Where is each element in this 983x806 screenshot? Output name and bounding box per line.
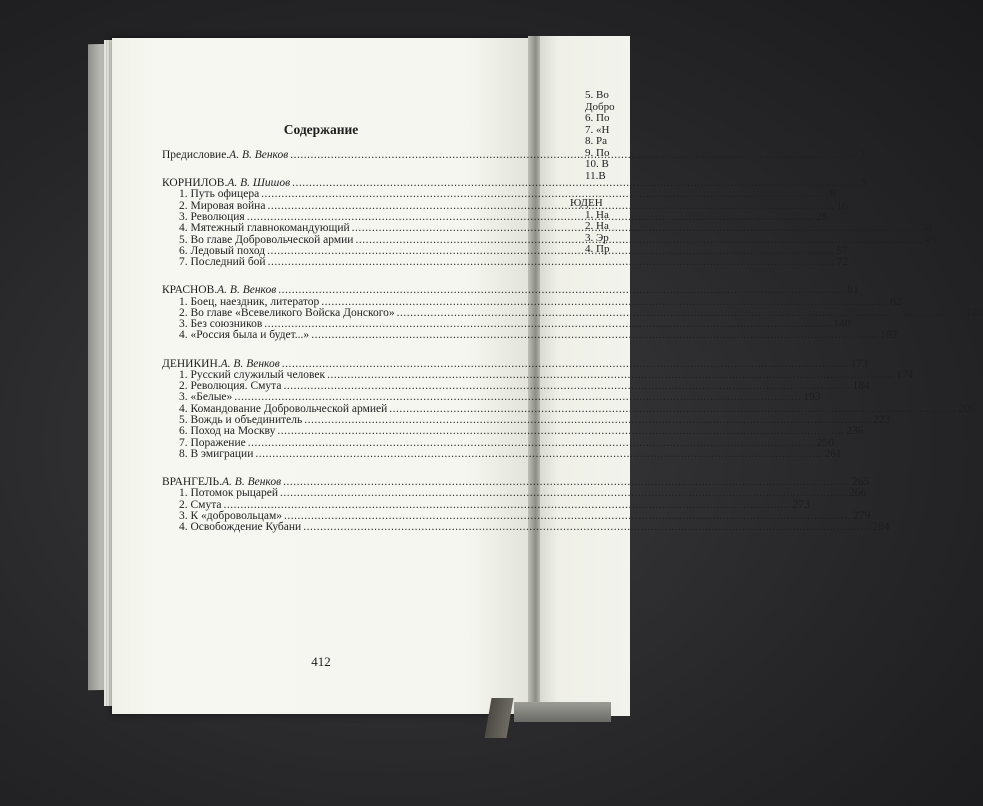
toc-page-number: 38 (920, 222, 933, 235)
toc-chapter-row (162, 329, 898, 342)
toc-chapter-row (162, 425, 864, 438)
toc-section-title: КОРНИЛОВ. (162, 177, 228, 190)
leader-dots (278, 285, 845, 296)
right-page-line: 8. Ра (585, 135, 607, 147)
toc-page-number: 266 (849, 487, 867, 500)
right-page-line: 2. На (585, 220, 609, 232)
toc-page-number: 16 (836, 199, 848, 212)
toc-chapter-title: 4. Освобождение Кубани (179, 521, 302, 534)
toc-chapter-title: 6. Поход на Москву (179, 425, 276, 438)
toc-section-title: КРАСНОВ. (162, 284, 218, 297)
right-page-line: 7. «Н (585, 123, 610, 136)
leader-dots (303, 522, 870, 533)
toc-section-author: А. В. Венков (220, 357, 280, 370)
toc-chapter-title: 7. Поражение (179, 436, 246, 449)
toc-chapter-title: 4. «Россия была и будет...» (179, 329, 310, 342)
leader-dots (255, 449, 822, 460)
toc-page-number: 261 (824, 447, 842, 460)
toc-title: Содержание (283, 122, 359, 137)
toc-section-title: ДЕНИКИН. (162, 357, 221, 370)
toc-page-number: 57 (836, 244, 848, 257)
leader-dots (311, 330, 878, 341)
toc-chapter-title: 4. Мятежный главнокомандующий (179, 222, 350, 235)
toc-chapter-row (162, 188, 836, 201)
page-number: 412 (311, 654, 331, 669)
leader-dots (280, 488, 847, 499)
right-page-line: 6. По (585, 112, 610, 124)
leader-dots (277, 426, 844, 437)
toc-section-author: А. В. Венков (229, 149, 289, 161)
toc-section-title: Предисловие. (162, 149, 230, 161)
toc-section-title: ВРАНГЕЛЬ. (162, 476, 223, 489)
toc-page-number: 81 (847, 284, 859, 297)
leader-dots (290, 146, 857, 161)
right-page-line: 5. Во (585, 89, 609, 101)
toc-page-number: 206 (958, 402, 976, 415)
leader-dots (352, 220, 919, 234)
right-page-line: 10. В (585, 158, 609, 170)
toc-chapter-title: 1. Путь офицера (179, 188, 260, 201)
toc-chapter-title: 6. Ледовый поход (179, 244, 266, 257)
toc-chapter-row (162, 487, 867, 500)
toc-page-number: 184 (852, 380, 870, 393)
right-page-line: 9. По (585, 146, 610, 159)
leader-dots (261, 189, 828, 200)
toc-chapter-row (162, 447, 842, 460)
right-page-line: 11.В (585, 169, 606, 182)
toc-page-number: 49 (924, 233, 936, 246)
toc-page-number: 236 (846, 425, 864, 438)
toc-section-author: А. В. Венков (217, 284, 277, 297)
toc-page-number: 162 (880, 329, 898, 342)
toc-chapter-title: 5. Во главе Добровольческой армии (179, 233, 354, 246)
toc-page-number: 82 (890, 295, 902, 308)
book-cover-edge (514, 702, 611, 722)
toc-chapter-row (162, 521, 890, 534)
toc-chapter-title: 5. Вождь и объединитель (179, 414, 303, 427)
toc-page-number: 103 (965, 306, 983, 319)
toc-chapter-title: 2. Мировая война (179, 199, 266, 212)
toc-chapter-title: 3. К «добровольцам» (179, 509, 282, 522)
toc-chapter-row (162, 256, 849, 269)
toc-page-number: 193 (803, 391, 821, 404)
toc-chapter-title: 3. Революция (179, 210, 245, 223)
toc-page-number: 284 (872, 521, 890, 534)
section-gap (162, 268, 502, 285)
toc-page-number: 3 (859, 149, 865, 161)
right-page-line: 3. Эр (585, 231, 609, 244)
toc-page-number: 6 (830, 188, 836, 201)
right-page-line: ЮДЕН (570, 197, 603, 209)
right-page-toc (570, 89, 615, 256)
toc-section-author: А. В. Шишов (227, 177, 291, 190)
toc-chapter-title: 8. В эмиграции (179, 447, 254, 460)
toc-page-number: 28 (815, 210, 828, 223)
toc-section-author: А. В. Венков (222, 476, 282, 489)
toc-chapter-title: 3. Без союзников (179, 318, 263, 331)
toc-page-number: 250 (816, 436, 834, 449)
toc-chapter-title: 1. Боец, наездник, литератор (179, 295, 320, 308)
leader-dots (268, 257, 835, 268)
right-page-line: 1. На (585, 208, 609, 221)
toc-chapter-title: 1. Русский служилый человек (179, 368, 326, 381)
toc-page-number: 223 (873, 414, 891, 427)
toc-page-number: 72 (836, 256, 849, 269)
toc-page-number: 265 (852, 476, 870, 489)
toc-chapter-title: 2. Смута (179, 498, 222, 511)
toc-page-number: 140 (833, 318, 851, 331)
toc-page-number: 279 (852, 509, 871, 522)
toc-page-number: 174 (896, 368, 914, 381)
toc-page-number: 5 (861, 177, 867, 190)
toc-page-number: 173 (850, 357, 868, 370)
toc-section-heading (162, 284, 859, 297)
toc-page-number: 273 (792, 498, 810, 511)
section-gap (162, 342, 502, 359)
section-gap (162, 460, 502, 477)
toc-chapter-title: 7. Последний бой (179, 256, 266, 269)
toc-chapter-title: 3. «Белые» (179, 391, 233, 404)
toc-chapter-title: 1. Потомок рыцарей (179, 487, 279, 500)
toc-chapter-title: 2. Во главе «Всевеликого Войска Донского» (179, 306, 395, 319)
right-page-line: Добро (585, 100, 615, 113)
toc-chapter-title: 4. Командование Добровольческой армией (179, 402, 388, 415)
toc-chapter-title: 2. Революция. Смута (179, 380, 282, 393)
right-page-line: 4. Пр (585, 243, 610, 255)
section-gap (162, 161, 502, 178)
